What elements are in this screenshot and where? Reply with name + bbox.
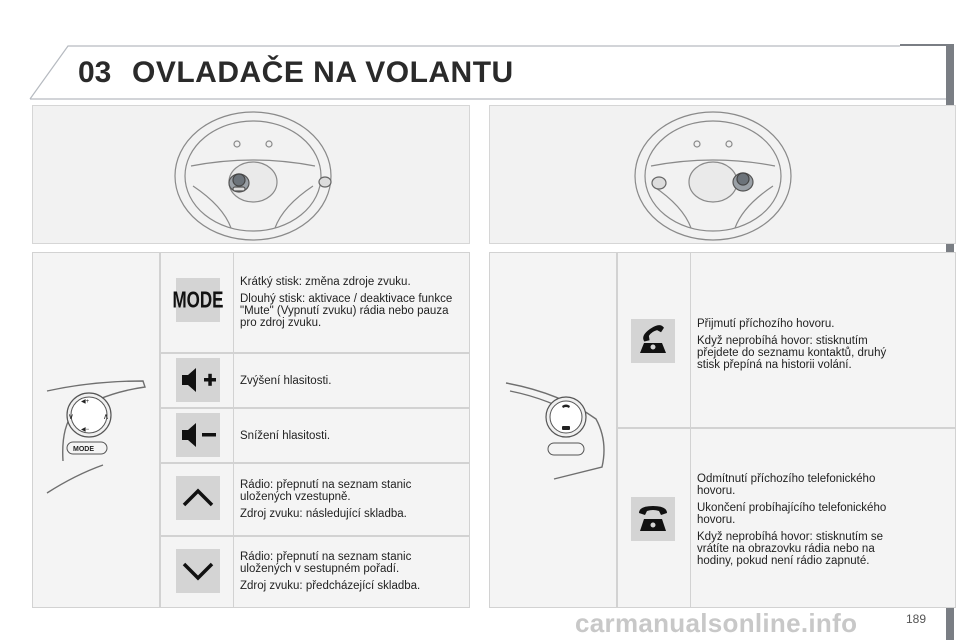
mode-icon[interactable] — [172, 278, 224, 322]
answer-description — [697, 318, 907, 376]
phone-answer-icon[interactable] — [631, 319, 675, 363]
contacts-text: Když neprobíhá hovor: stisknutím přejdete do seznamu kontaktů, druhý stisk přepíná na historii volání. — [697, 335, 887, 371]
svg-text:◀+: ◀+ — [81, 399, 90, 405]
chapter-number: 03 — [78, 56, 112, 89]
volume-down-text: Snížení hlasitosti. — [240, 430, 331, 442]
left-closeup-cell — [32, 252, 160, 608]
steering-wheel-right-panel — [489, 105, 956, 244]
steering-wheel-right-illustration — [490, 106, 957, 245]
hangup-description — [697, 473, 907, 572]
next-radio-text: Rádio: přepnutí na seznam stanic uložených vzestupně. — [240, 479, 412, 503]
svg-text:MODE: MODE — [172, 288, 224, 314]
mode-short-press: Krátký stisk: změna zdroje zvuku. — [240, 276, 411, 288]
page-number: 189 — [906, 612, 927, 626]
svg-text:◀−: ◀− — [81, 427, 90, 433]
return-radio-text: Když neprobíhá hovor: stisknutím se vrátíte na obrazovku rádia nebo na hodiny, pokud není rádio zapnuté. — [697, 531, 884, 567]
steering-wheel-left-panel — [32, 105, 470, 244]
end-call-text: Ukončení probíhajícího telefonického hovoru. — [697, 502, 887, 526]
volume-down-icon[interactable] — [176, 413, 220, 457]
svg-text:∧: ∧ — [103, 412, 109, 421]
phone-hangup-icon[interactable] — [631, 497, 675, 541]
steering-wheel-left-illustration — [33, 106, 471, 245]
watermark: carmanualsonline.info — [575, 608, 858, 638]
volume-up-text: Zvýšení hlasitosti. — [240, 375, 332, 387]
previous-description — [240, 551, 462, 597]
previous-radio-text: Rádio: přepnutí na seznam stanic uložených v sestupném pořadí. — [240, 551, 412, 575]
volume-down-description — [240, 430, 462, 447]
mode-long-press: Dlouhý stisk: aktivace / deaktivace funkce "Mute" (Vypnutí zvuku) rádia nebo pauza pro zdroj zvuku. — [240, 293, 453, 329]
closeup-mode-label: MODE — [73, 446, 94, 453]
page-title: OVLADAČE NA VOLANTU — [132, 56, 514, 89]
right-closeup-cell — [489, 252, 617, 608]
header-frame — [0, 0, 960, 110]
previous-source-text: Zdroj zvuku: předcházející skladba. — [240, 580, 421, 592]
chevron-up-icon[interactable] — [176, 476, 220, 520]
next-source-text: Zdroj zvuku: následující skladba. — [240, 508, 407, 520]
reject-text: Odmítnutí příchozího telefonického hovoru. — [697, 473, 876, 497]
answer-text: Přijmutí příchozího hovoru. — [697, 318, 835, 330]
left-control-closeup — [33, 253, 161, 609]
next-description — [240, 479, 462, 525]
mode-description — [240, 276, 462, 334]
right-control-closeup — [490, 253, 618, 609]
volume-up-icon[interactable] — [176, 358, 220, 402]
svg-text:∨: ∨ — [68, 412, 74, 421]
chevron-down-icon[interactable] — [176, 549, 220, 593]
volume-up-description — [240, 375, 462, 392]
